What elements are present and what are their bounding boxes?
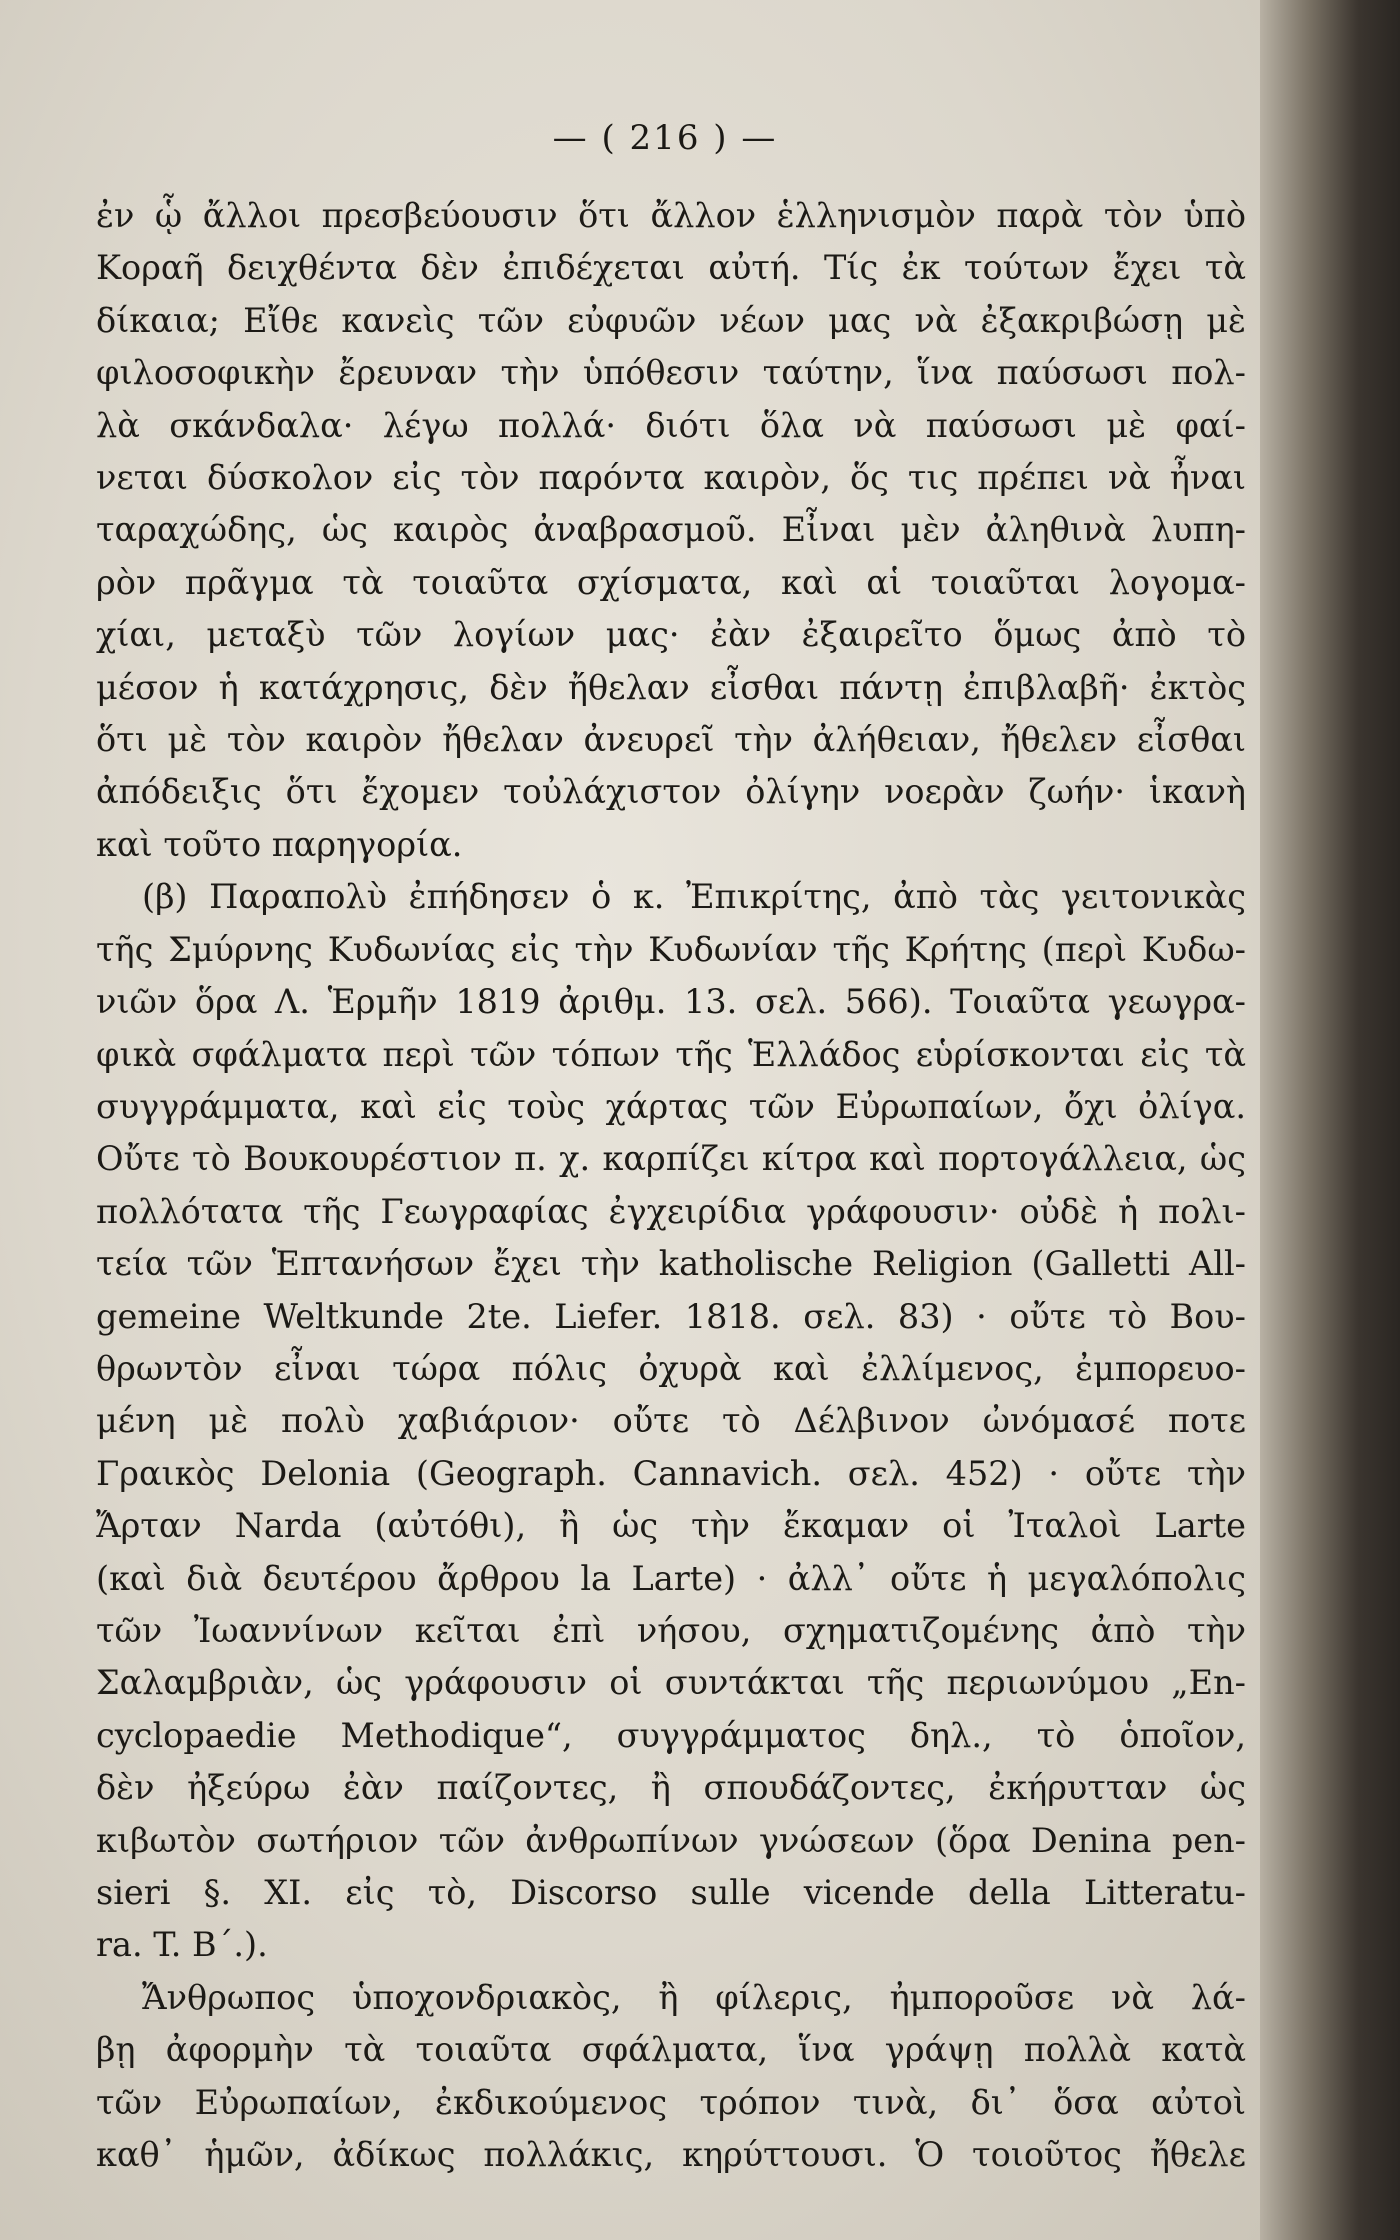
text-line: ra. T. B΄.). xyxy=(96,1925,268,1965)
text-line: (καὶ διὰ δευτέρου ἄρθρου la Larte) · ἀλλ᾽ οὔτε ἡ μεγαλόπολις xyxy=(96,1558,1246,1598)
text-line: Οὔτε τὸ Βουκουρέστιον π. χ. καρπίζει κίτρα καὶ πορτογάλλεια, ὡς xyxy=(96,1139,1246,1179)
text-line: καθ᾽ ἡμῶν, ἀδίκως πολλάκις, κηρύττουσι. Ὁ τοιοῦτος ἤθελε xyxy=(96,2135,1246,2175)
text-line: πολλότατα τῆς Γεωγραφίας ἐγχειρίδια γράφουσιν· οὐδὲ ἡ πολι- xyxy=(96,1191,1246,1231)
text-line: καὶ τοῦτο παρηγορία. xyxy=(96,824,463,864)
text-line: νεται δύσκολον εἰς τὸν παρόντα καιρὸν, ὅς τις πρέπει νὰ ἦναι xyxy=(96,458,1246,498)
text-line: Γραικὸς Delonia (Geograph. Cannavich. σελ. 452) · οὔτε τὴν xyxy=(96,1453,1246,1493)
text-line: νιῶν ὅρα Λ. Ἑρμῆν 1819 ἀριθμ. 13. σελ. 566). Τοιαῦτα γεωγρα- xyxy=(96,982,1246,1022)
page-number-header: — ( 216 ) — xyxy=(552,118,778,158)
text-line: συγγράμματα, καὶ εἰς τοὺς χάρτας τῶν Εὐρωπαίων, ὄχι ὀλίγα. xyxy=(96,1086,1246,1126)
text-line: δὲν ἠξεύρω ἐὰν παίζοντες, ἢ σπουδάζοντες, ἐκήρυτταν ὡς xyxy=(96,1768,1246,1808)
binding-shadow xyxy=(1260,0,1400,2240)
text-line: φιλοσοφικὴν ἔρευναν τὴν ὑπόθεσιν ταύτην, ἵνα παύσωσι πολ- xyxy=(96,353,1246,393)
text-line: Ἄρταν Narda (αὐτόθι), ἢ ὡς τὴν ἔκαμαν οἱ Ἰταλοὶ Larte xyxy=(96,1506,1246,1546)
text-line: θρωντὸν εἶναι τώρα πόλις ὀχυρὰ καὶ ἐλλίμενος, ἐμπορευο- xyxy=(96,1348,1246,1388)
text-line: τῆς Σμύρνης Κυδωνίας εἰς τὴν Κυδωνίαν τῆς Κρήτης (περὶ Κυδω- xyxy=(96,929,1246,969)
text-line: (β) Παραπολὺ ἐπήδησεν ὁ κ. Ἐπικρίτης, ἀπὸ τὰς γειτονικὰς xyxy=(142,877,1246,917)
text-line: μένη μὲ πολὺ χαβιάριον· οὔτε τὸ Δέλβινον ὠνόμασέ ποτε xyxy=(96,1401,1246,1441)
text-line: Ἄνθρωπος ὑποχονδριακὸς, ἢ φίλερις, ἠμποροῦσε νὰ λά- xyxy=(142,1977,1246,2017)
text-line: δίκαια; Εἴθε κανεὶς τῶν εὐφυῶν νέων μας νὰ ἐξακριβώσῃ μὲ xyxy=(96,300,1246,340)
text-line: cyclopaedie Methodique“, συγγράμματος δηλ., τὸ ὁποῖον, xyxy=(96,1715,1246,1755)
text-line: ρὸν πρᾶγμα τὰ τοιαῦτα σχίσματα, καὶ αἱ τοιαῦται λογομα- xyxy=(96,562,1246,602)
text-line: φικὰ σφάλματα περὶ τῶν τόπων τῆς Ἑλλάδος εὑρίσκονται εἰς τὰ xyxy=(96,1034,1246,1074)
text-line: τῶν Ἰωαννίνων κεῖται ἐπὶ νήσου, σχηματιζομένης ἀπὸ τὴν xyxy=(96,1610,1246,1650)
text-line: gemeine Weltkunde 2te. Liefer. 1818. σελ. 83) · οὔτε τὸ Βου- xyxy=(96,1296,1246,1336)
text-line: τεία τῶν Ἑπτανήσων ἔχει τὴν katholische Religion (Galletti All- xyxy=(96,1244,1246,1284)
text-line: κιβωτὸν σωτήριον τῶν ἀνθρωπίνων γνώσεων (ὅρα Denina pen- xyxy=(96,1820,1246,1860)
text-line: Σαλαμβριὰν, ὡς γράφουσιν οἱ συντάκται τῆς περιωνύμου „En- xyxy=(96,1663,1246,1703)
text-line: ὅτι μὲ τὸν καιρὸν ἤθελαν ἀνευρεῖ τὴν ἀλήθειαν, ἤθελεν εἶσθαι xyxy=(96,720,1246,760)
text-line: ταραχώδης, ὡς καιρὸς ἀναβρασμοῦ. Εἶναι μὲν ἀληθινὰ λυπη- xyxy=(96,510,1246,550)
text-line: βῃ ἀφορμὴν τὰ τοιαῦτα σφάλματα, ἵνα γράψῃ πολλὰ κατὰ xyxy=(96,2030,1246,2070)
text-line: μέσον ἡ κατάχρησις, δὲν ἤθελαν εἶσθαι πάντῃ ἐπιβλαβῆ· ἐκτὸς xyxy=(96,667,1246,707)
text-line: τῶν Εὐρωπαίων, ἐκδικούμενος τρόπον τινὰ, δι᾽ ὅσα αὐτοὶ xyxy=(96,2082,1246,2122)
text-line: sieri §. XI. εἰς τὸ, Discorso sulle vicende della Litteratu- xyxy=(96,1873,1246,1912)
text-line: λὰ σκάνδαλα· λέγω πολλά· διότι ὅλα νὰ παύσωσι μὲ φαί- xyxy=(96,405,1246,445)
text-line: χίαι, μεταξὺ τῶν λογίων μας· ἐὰν ἐξαιρεῖτο ὅμως ἀπὸ τὸ xyxy=(96,615,1246,655)
text-line: ἐν ᾧ ἄλλοι πρεσβεύουσιν ὅτι ἄλλον ἑλληνισμὸν παρὰ τὸν ὑπὸ xyxy=(96,196,1246,235)
text-line: ἀπόδειξις ὅτι ἔχομεν τοὐλάχιστον ὀλίγην νοερὰν ζωήν· ἱκανὴ xyxy=(96,772,1246,812)
body-text xyxy=(96,190,1246,2181)
text-line: Κοραῆ δειχθέντα δὲν ἐπιδέχεται αὐτή. Τίς ἐκ τούτων ἔχει τὰ xyxy=(96,248,1246,288)
